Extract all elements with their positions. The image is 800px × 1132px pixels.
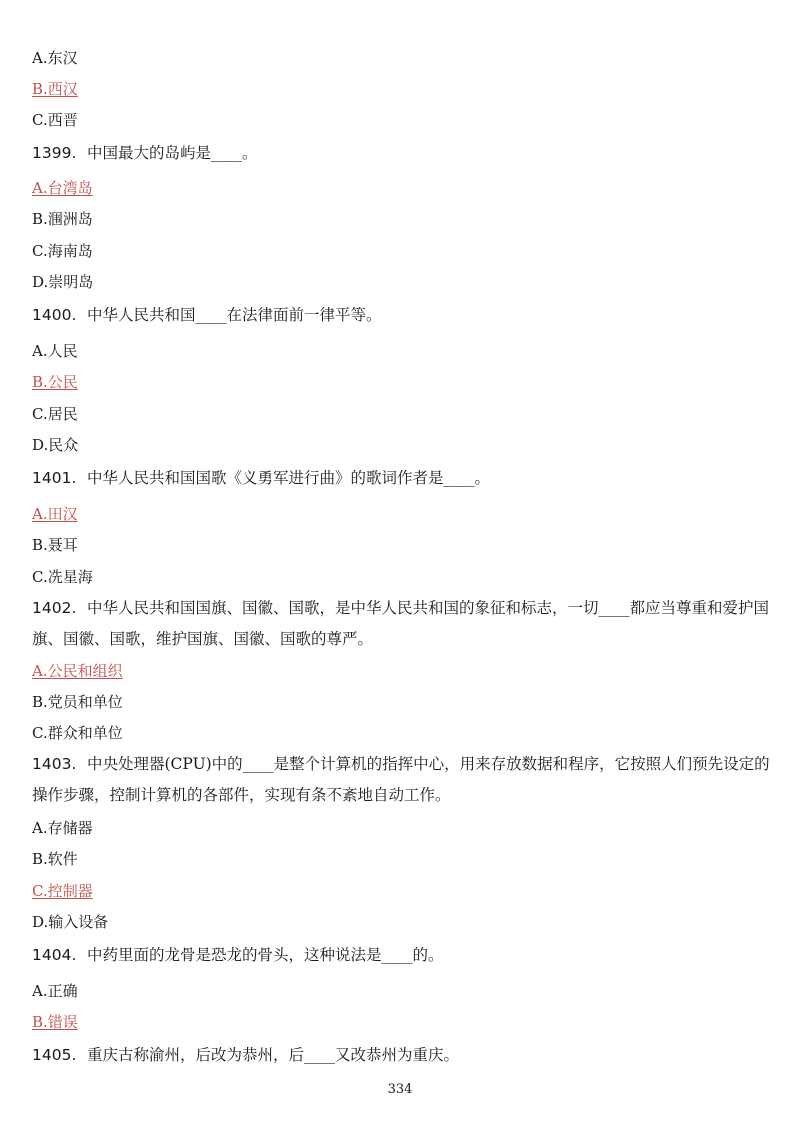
question-text: 中华人民共和国国旗、国徽、国歌，是中华人民共和国的象征和标志，一切____都应当尊重和爱护国旗、国徽、国歌，维护国旗、国徽、国歌的尊严。 — [32, 599, 770, 648]
answer-option: D.民众 — [32, 436, 79, 454]
answer-option: B.软件 — [32, 850, 78, 868]
answer-option: C.海南岛 — [32, 242, 93, 260]
question-text: 中央处理器(CPU)中的____是整个计算机的指挥中心，用来存放数据和程序，它按照人们预先设定的操作步骤，控制计算机的各部件，实现有条不紊地自动工作。 — [32, 755, 770, 804]
question-item — [32, 1045, 780, 1065]
question-text: 中华人民共和国国歌《义勇军进行曲》的歌词作者是____。 — [87, 469, 491, 487]
question-number: 1400. — [32, 306, 77, 324]
answer-option: D.输入设备 — [32, 913, 109, 931]
answer-option: A.人民 — [32, 342, 78, 360]
answer-option: C.冼星海 — [32, 568, 93, 586]
question-text: 中药里面的龙骨是恐龙的骨头，这种说法是____的。 — [87, 946, 444, 964]
question-item — [32, 593, 780, 655]
page-number: 334 — [387, 1082, 413, 1097]
correct-answer-option: B.西汉 — [32, 80, 78, 98]
answer-option: C.西晋 — [32, 111, 78, 129]
question-item — [32, 749, 780, 811]
answer-option: B.涠洲岛 — [32, 210, 93, 228]
answer-option: A.存储器 — [32, 819, 93, 837]
question-number: 1403. — [32, 755, 77, 773]
correct-answer-option: B.错误 — [32, 1013, 78, 1031]
question-item — [32, 468, 780, 488]
question-number: 1399. — [32, 144, 77, 162]
answer-option: A.东汉 — [32, 49, 78, 67]
question-number: 1402. — [32, 599, 77, 617]
correct-answer-option: A.公民和组织 — [32, 662, 123, 680]
question-item — [32, 305, 780, 325]
question-text: 中国最大的岛屿是____。 — [87, 144, 258, 162]
question-number: 1405. — [32, 1046, 77, 1064]
answer-option: B.党员和单位 — [32, 693, 123, 711]
question-text: 中华人民共和国____在法律面前一律平等。 — [87, 306, 382, 324]
answer-option: D.崇明岛 — [32, 273, 94, 291]
question-item — [32, 143, 780, 163]
correct-answer-option: C.控制器 — [32, 882, 93, 900]
answer-option: C.群众和单位 — [32, 724, 123, 742]
question-item — [32, 945, 780, 965]
answer-option: A.正确 — [32, 982, 78, 1000]
correct-answer-option: B.公民 — [32, 373, 78, 391]
answer-option: B.聂耳 — [32, 536, 78, 554]
correct-answer-option: A.田汉 — [32, 505, 78, 523]
question-number: 1401. — [32, 469, 77, 487]
correct-answer-option: A.台湾岛 — [32, 179, 93, 197]
question-text: 重庆古称渝州，后改为恭州，后____又改恭州为重庆。 — [87, 1046, 460, 1064]
question-number: 1404. — [32, 946, 77, 964]
answer-option: C.居民 — [32, 405, 78, 423]
